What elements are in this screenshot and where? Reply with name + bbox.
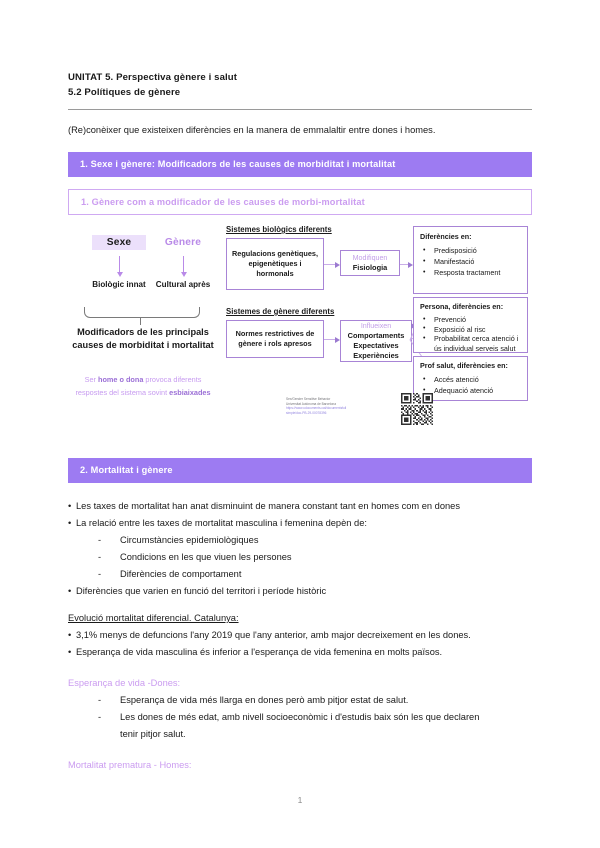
qr-code-icon (401, 393, 433, 425)
list-item: • Exposició al risc (420, 325, 521, 335)
list-item: • Adequació atenció (420, 385, 521, 396)
dash-item: - Circumstàncies epidemiològiques (68, 532, 532, 549)
watermark-line-3: https://www.udocuments.cat/documentsfull (286, 406, 347, 411)
box-modifiquen-light: Modifiquen (352, 254, 388, 262)
diagram-box-diferencies (413, 226, 528, 294)
brace-icon (84, 307, 200, 318)
diagram-box-modifiquen (340, 250, 400, 276)
mortalitat-prematura-heading: Mortalitat prematura - Homes: (68, 760, 192, 770)
box-prof-title: Prof salut, diferències en: (420, 361, 508, 370)
section-banner-2: 2. Mortalitat i gènere (68, 458, 532, 483)
doc-title-line2: 5.2 Polítiques de gènere (68, 87, 181, 98)
diagram-sub-genere: Cultural après (155, 280, 211, 289)
diagram-box-influeixen (340, 320, 412, 362)
diagram-modificadors-title: Modificadors de les principals causes de morbiditat i mortalitat (72, 327, 214, 350)
bullet-item: • La relació entre les taxes de mortalitat masculina i femenina depèn de: (68, 515, 532, 532)
bullet-item: • Esperança de vida masculina és inferior a l'esperança de vida femenina en molts països. (68, 644, 532, 661)
gender-modifier-diagram (68, 225, 532, 450)
box-persona-list (420, 315, 521, 353)
dash-item (68, 709, 532, 743)
intro-paragraph: (Re)conèixer que existeixen diferències en la manera de emmalaltir entre dones i homes. (68, 125, 436, 135)
box-influeixen-l2: Expectatives (353, 341, 399, 350)
diagram-box-normes: Normes restrictives de gènere i rols apresos (226, 320, 324, 358)
brace-stem-icon (140, 317, 141, 325)
bullet-item: • 3,1% menys de defuncions l'any 2019 que l'any anterior, amb major decreixement en les dones. (68, 627, 532, 644)
box-influeixen-light: Influeixen (360, 322, 392, 330)
header-divider (68, 109, 532, 110)
connector-modifiquen-diferencies (400, 264, 409, 265)
note-bold-2: esbiaixades (169, 388, 211, 397)
diagram-head-biologics: Sistemes biològics diferents (226, 225, 332, 234)
list-item: • Predisposició (420, 245, 521, 256)
box-influeixen-l3: Experiències (353, 351, 399, 360)
document-content (68, 70, 532, 774)
connector-normes-influeixen (324, 339, 336, 340)
box-prof-list (420, 374, 521, 396)
doc-title-block (68, 70, 532, 100)
box-persona-title: Persona, diferències en: (420, 302, 504, 311)
evolucio-heading: Evolució mortalitat diferencial. Catalunya: (68, 613, 239, 623)
watermark-line-2: Universitat Autònoma de Barcelona (286, 401, 336, 406)
watermark-line-1: Sex/Gender Sensitive Behavior (286, 397, 331, 401)
list-item: • Probabilitat cerca atenció i ús individual serveis salut (420, 334, 521, 353)
diagram-sub-sexe: Biològic innat (92, 280, 146, 289)
watermark-text (286, 397, 396, 415)
doc-title-line1: UNITAT 5. Perspectiva gènere i salut (68, 72, 238, 83)
esperanca-vida-heading: Esperança de vida -Dones: (68, 678, 181, 688)
mortalitat-body (68, 488, 532, 774)
diagram-box-persona (413, 297, 528, 353)
box-influeixen-l1: Comportaments (347, 331, 405, 340)
note-pre: Ser (84, 375, 98, 384)
arrow-down-genere-icon (183, 256, 184, 273)
dash-item: - Diferències de comportament (68, 566, 532, 583)
dash-item: - Condicions en les que viuen les persones (68, 549, 532, 566)
dash-item-line1: Les dones de més edat, amb nivell socioeconòmic i d'estudis baix són les que declaren (120, 712, 480, 722)
connector-regulacions-modifiquen (324, 264, 336, 265)
list-item: • Accés atenció (420, 374, 521, 385)
diagram-box-regulacions: Regulacions genètiques, epigenètiques i hormonals (226, 238, 324, 290)
diagram-head-genere: Sistemes de gènere diferents (226, 307, 335, 316)
box-diferencies-title: Diferències en: (420, 232, 472, 241)
list-item: • Resposta tractament (420, 267, 521, 278)
subsection-banner-1: 1. Gènere com a modificador de les causes de morbi-mortalitat (68, 189, 532, 215)
box-modifiquen-bold: Fisiologia (352, 263, 388, 272)
diagram-note (68, 373, 218, 399)
note-mid: provoca diferents respostes del sistema sovint (75, 375, 202, 397)
box-diferencies-list (420, 245, 521, 278)
watermark-line-4: simple/doc-PB-29-00078396 (286, 410, 327, 415)
dash-item: - Esperança de vida més llarga en dones però amb pitjor estat de salut. (68, 692, 532, 709)
list-item: • Prevenció (420, 315, 521, 325)
diagram-tag-sexe: Sexe (92, 235, 146, 250)
list-item: • Manifestació (420, 256, 521, 267)
note-bold-1: home o dona (97, 375, 144, 384)
section-banner-1: 1. Sexe i gènere: Modificadors de les causes de morbiditat i mortalitat (68, 152, 532, 177)
diagram-tag-genere: Gènere (164, 237, 202, 248)
bullet-item: • Les taxes de mortalitat han anat disminuint de manera constant tant en homes com en dones (68, 498, 532, 515)
bullet-item: • Diferències que varien en funció del territori i període històric (68, 583, 532, 600)
page-number: 1 (297, 795, 303, 805)
arrow-down-sexe-icon (119, 256, 120, 273)
dash-item-line2: tenir pitjor salut. (120, 729, 186, 739)
